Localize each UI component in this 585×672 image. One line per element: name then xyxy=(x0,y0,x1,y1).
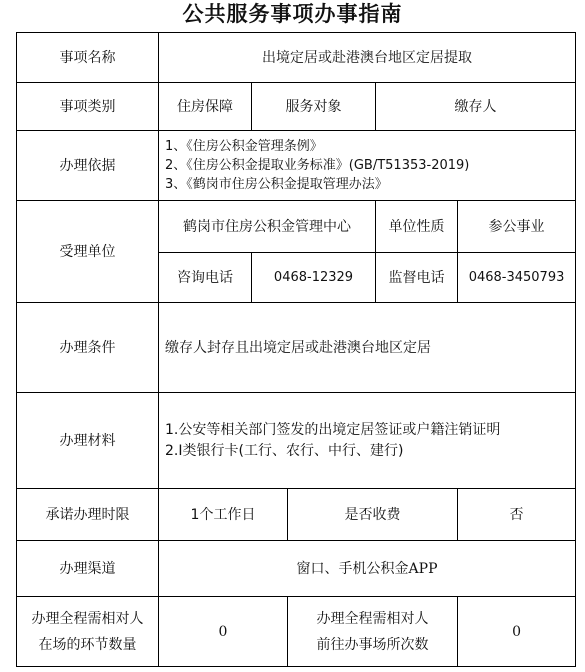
guide-table xyxy=(16,32,576,667)
row-basis xyxy=(17,131,576,201)
value-onsite-steps: 0 xyxy=(159,597,288,667)
basis-item: 2、《住房公积金提取业务标准》(GB/T51353-2019) xyxy=(165,158,470,173)
page-title: 公共服务事项办事指南 xyxy=(182,2,403,26)
label-fee: 是否收费 xyxy=(288,489,458,541)
value-unit-name: 鹤岗市住房公积金管理中心 xyxy=(159,201,376,253)
material-item: 1.公安等相关部门签发的出境定居签证或户籍注销证明 xyxy=(165,421,501,438)
value-conditions: 缴存人封存且出境定居或赴港澳台地区定居 xyxy=(159,303,576,393)
value-service-target: 缴存人 xyxy=(376,83,576,131)
row-category xyxy=(17,83,576,131)
basis-item: 1、《住房公积金管理条例》 xyxy=(165,139,323,154)
label-unit-nature: 单位性质 xyxy=(376,201,458,253)
row-channel xyxy=(17,541,576,597)
label-item-name: 事项名称 xyxy=(17,33,159,83)
value-consult-phone: 0468-12329 xyxy=(252,253,376,303)
basis-item: 3、《鹤岗市住房公积金提取管理办法》 xyxy=(165,177,388,192)
materials-list xyxy=(159,393,576,489)
label-item-category: 事项类别 xyxy=(17,83,159,131)
label-service-target: 服务对象 xyxy=(252,83,376,131)
value-fee: 否 xyxy=(458,489,576,541)
value-item-name: 出境定居或赴港澳台地区定居提取 xyxy=(159,33,576,83)
label-onsite-steps: 办理全程需相对人 在场的环节数量 xyxy=(17,597,159,667)
value-channel: 窗口、手机公积金APP xyxy=(159,541,576,597)
value-time-limit: 1个工作日 xyxy=(159,489,288,541)
label-time-limit: 承诺办理时限 xyxy=(17,489,159,541)
row-conditions xyxy=(17,303,576,393)
row-item-name xyxy=(17,33,576,83)
row-materials xyxy=(17,393,576,489)
label-supervise-phone: 监督电话 xyxy=(376,253,458,303)
value-supervise-phone: 0468-3450793 xyxy=(458,253,576,303)
label-consult-phone: 咨询电话 xyxy=(159,253,252,303)
label-materials: 办理材料 xyxy=(17,393,159,489)
value-unit-nature: 参公事业 xyxy=(458,201,576,253)
basis-list xyxy=(159,131,576,201)
row-unit xyxy=(17,201,576,253)
row-time-limit xyxy=(17,489,576,541)
label-channel: 办理渠道 xyxy=(17,541,159,597)
label-conditions: 办理条件 xyxy=(17,303,159,393)
label-basis: 办理依据 xyxy=(17,131,159,201)
material-item: 2.I类银行卡(工行、农行、中行、建行) xyxy=(165,442,404,459)
row-onsite xyxy=(17,597,576,667)
label-visits: 办理全程需相对人 前往办事场所次数 xyxy=(288,597,458,667)
value-category: 住房保障 xyxy=(159,83,252,131)
value-visits: 0 xyxy=(458,597,576,667)
label-unit: 受理单位 xyxy=(17,201,159,303)
